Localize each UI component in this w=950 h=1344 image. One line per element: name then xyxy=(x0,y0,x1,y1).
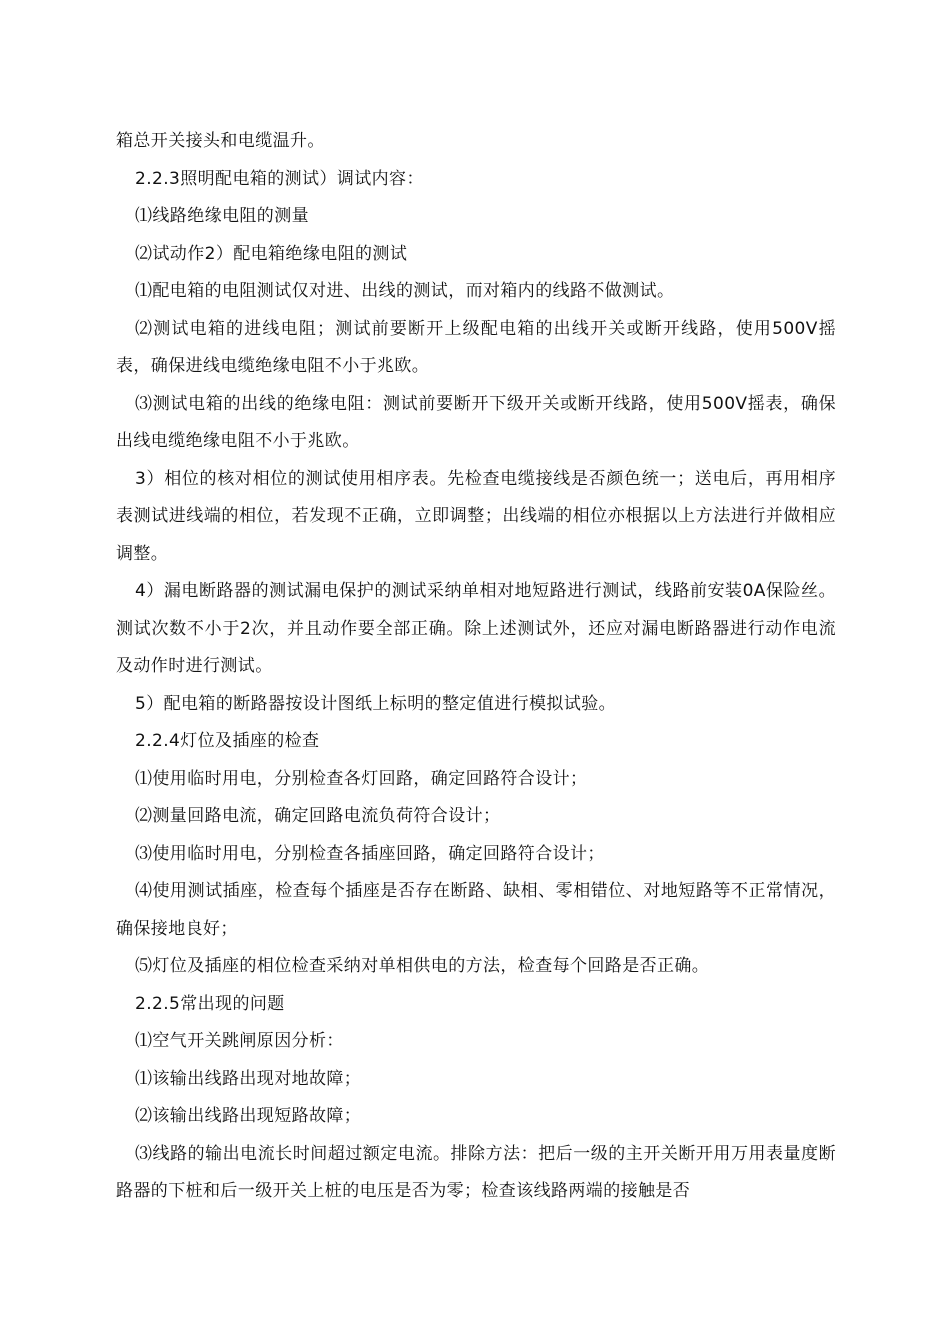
paragraph-continuation: 箱总开关接头和电缆温升。 xyxy=(116,131,325,151)
paragraph: ⑷使用测试插座，检查每个插座是否存在断路、缺相、零相错位、对地短路等不正常情况，确保接地良好； xyxy=(116,881,836,939)
section-heading-2-2-4: 2.2.4灯位及插座的检查 xyxy=(135,731,320,751)
paragraph: ⑶使用临时用电，分别检查各插座回路，确定回路符合设计； xyxy=(135,843,605,864)
paragraph: ⑴空气开关跳闸原因分析： xyxy=(135,1031,344,1051)
paragraph: ⑴使用临时用电，分别检查各灯回路，确定回路符合设计； xyxy=(135,768,588,789)
paragraph: ⑶测试电箱的出线的绝缘电阻：测试前要断开下级开关或断开线路，使用500V摇表，确保出线电缆绝缘电阻不小于兆欧。 xyxy=(116,393,836,451)
paragraph: ⑵测试电箱的进线电阻；测试前要断开上级配电箱的出线开关或断开线路，使用500V摇表，确保进线电缆绝缘电阻不小于兆欧。 xyxy=(116,318,836,376)
paragraph: ⑴配电箱的电阻测试仅对进、出线的测试，而对箱内的线路不做测试。 xyxy=(135,281,675,301)
paragraph: ⑸灯位及插座的相位检查采纳对单相供电的方法，检查每个回路是否正确。 xyxy=(135,956,710,976)
paragraph: ⑵试动作2）配电箱绝缘电阻的测试 xyxy=(135,243,408,264)
paragraph: 5）配电箱的断路器按设计图纸上标明的整定值进行模拟试验。 xyxy=(135,693,617,714)
paragraph: 4）漏电断路器的测试漏电保护的测试采纳单相对地短路进行测试，线路前安装0A保险丝。测试次数不小于2次，并且动作要全部正确。除上述测试外，还应对漏电断路器进行动作电流及动作时进行测试。 xyxy=(116,581,836,676)
document-body xyxy=(116,123,836,1211)
paragraph: ⑴该输出线路出现对地故障； xyxy=(135,1068,362,1089)
paragraph: 3）相位的核对相位的测试使用相序表。先检查电缆接线是否颜色统一；送电后，再用相序表测试进线端的相位，若发现不正确，立即调整；出线端的相位亦根据以上方法进行并做相应调整。 xyxy=(116,468,836,564)
paragraph: ⑵该输出线路出现短路故障； xyxy=(135,1106,362,1126)
section-heading-2-2-5: 2.2.5常出现的问题 xyxy=(135,993,285,1014)
section-heading-2-2-3: 2.2.3照明配电箱的测试）调试内容： xyxy=(135,168,424,189)
paragraph: ⑴线路绝缘电阻的测量 xyxy=(135,206,309,226)
paragraph: ⑵测量回路电流，确定回路电流负荷符合设计； xyxy=(135,806,501,826)
paragraph: ⑶线路的输出电流长时间超过额定电流。排除方法：把后一级的主开关断开用万用表量度断路器的下桩和后一级开关上桩的电压是否为零；检查该线路两端的接触是否 xyxy=(116,1143,836,1201)
